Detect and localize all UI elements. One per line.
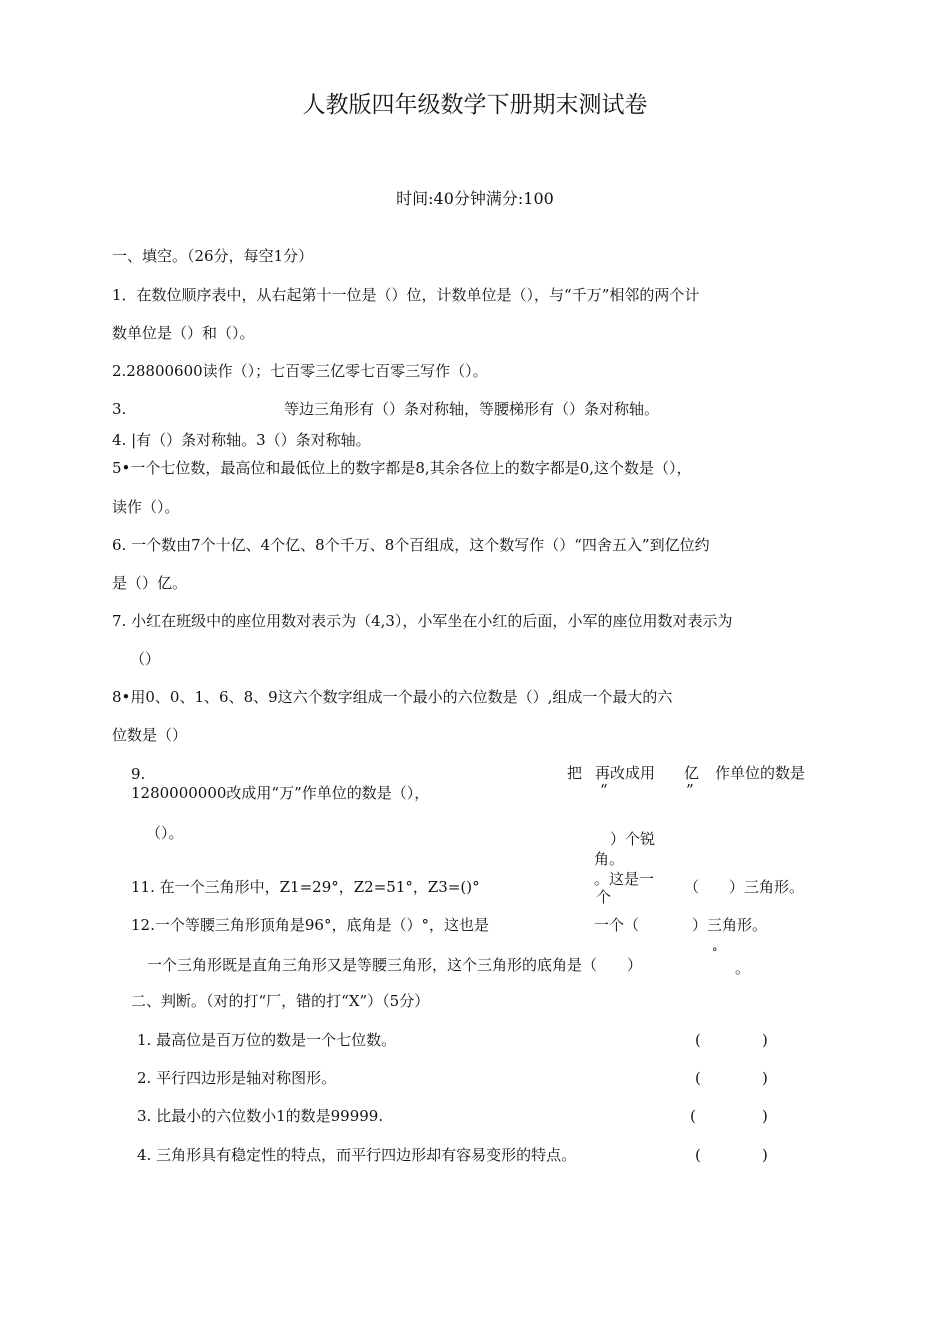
exam-info: 时间:40分钟满分:100 xyxy=(396,189,554,208)
question-10-line-2: 角。 xyxy=(594,850,625,868)
question-9-zai: 再改成用 xyxy=(595,764,656,782)
judge-bracket-open: ( xyxy=(690,1107,696,1125)
question-5-line-2: 读作（）。 xyxy=(112,498,180,516)
question-9-number: 9. xyxy=(131,765,146,783)
judge-bracket-open: ( xyxy=(695,1069,701,1087)
question-9-line-2: （）。 xyxy=(146,824,184,842)
question-7-line-1: 7. 小红在班级中的座位用数对表示为（4,3），小军坐在小红的后面，小军的座位用数对表示为 xyxy=(112,612,733,630)
question-9-quote-open: “ xyxy=(600,781,608,799)
question-11-part-d: 个 xyxy=(596,888,612,906)
judge-item-1: 1. 最高位是百万位的数是一个七位数。 xyxy=(137,1031,397,1049)
question-9-ba: 把 xyxy=(567,764,583,782)
question-3-number: 3. xyxy=(112,400,127,418)
question-3: 等边三角形有（）条对称轴，等腰梯形有（）条对称轴。 xyxy=(284,400,660,418)
question-9-line-1: 1280000000改成用“万”作单位的数是（）， xyxy=(131,784,430,802)
section-heading-judge: 二、判断。（对的打“厂，错的打“X”）（5分） xyxy=(131,992,430,1010)
question-13-end: 。 xyxy=(735,959,751,977)
judge-bracket-close: ) xyxy=(762,1031,768,1049)
question-1-line-1: 1．在数位顺序表中，从右起第十一位是（）位，计数单位是（），与“千万”相邻的两个计 xyxy=(112,286,700,304)
section-heading-fill: 一、填空。（26分，每空1分） xyxy=(112,247,314,265)
question-6-line-1: 6. 一个数由7个十亿、4个亿、8个千万、8个百组成，这个数写作（）“四舍五入”到亿位约 xyxy=(112,536,710,554)
question-9-zuo: 作单位的数是 xyxy=(715,764,806,782)
question-9-quote-close: ” xyxy=(686,781,694,799)
question-8-line-2: 位数是（） xyxy=(112,726,188,744)
question-13-degree: ° xyxy=(712,946,718,959)
judge-item-2: 2. 平行四边形是轴对称图形。 xyxy=(137,1069,337,1087)
question-11-part-c: 。这是一 xyxy=(594,870,655,888)
question-7-line-2: （） xyxy=(130,650,161,668)
judge-bracket-close: ) xyxy=(762,1107,768,1125)
question-2: 2.28800600读作（）；七百零三亿零七百零三写作（）。 xyxy=(112,362,488,380)
question-9-yi: 亿 xyxy=(684,764,700,782)
question-1-line-2: 数单位是（）和（）。 xyxy=(112,324,255,342)
question-12: 12.一个等腰三角形顶角是96°，底角是（）°，这也是 xyxy=(131,916,489,934)
judge-bracket-open: ( xyxy=(695,1146,701,1164)
page-title: 人教版四年级数学下册期末测试卷 xyxy=(302,92,648,118)
judge-bracket-close: ) xyxy=(762,1146,768,1164)
judge-bracket-close: ) xyxy=(762,1069,768,1087)
question-8-line-1: 8•用0、0、1、6、8、9这六个数字组成一个最小的六位数是（）,组成一个最大的六 xyxy=(112,688,673,706)
judge-item-3: 3. 比最小的六位数小1的数是99999. xyxy=(137,1107,384,1125)
question-12-part-c: ）三角形。 xyxy=(692,916,768,934)
question-4: 4. |有（）条对称轴。3（）条对称轴。 xyxy=(112,431,371,449)
question-11-part-e: （ ）三角形。 xyxy=(684,878,805,896)
question-6-line-2: 是（）亿。 xyxy=(112,574,188,592)
question-10-line-1: ）个锐 xyxy=(610,830,656,848)
judge-item-4: 4. 三角形具有稳定性的特点，而平行四边形却有容易变形的特点。 xyxy=(137,1146,577,1164)
question-12-part-b: 一个（ xyxy=(594,916,640,934)
judge-bracket-open: ( xyxy=(695,1031,701,1049)
question-11: 11. 在一个三角形中，Z1=29°，Z2=51°，Z3=()° xyxy=(131,878,480,896)
question-5-line-1: 5•一个七位数，最高位和最低位上的数字都是8,其余各位上的数字都是0,这个数是（）， xyxy=(112,459,692,477)
question-13: 一个三角形既是直角三角形又是等腰三角形，这个三角形的底角是（ ） xyxy=(147,956,643,974)
